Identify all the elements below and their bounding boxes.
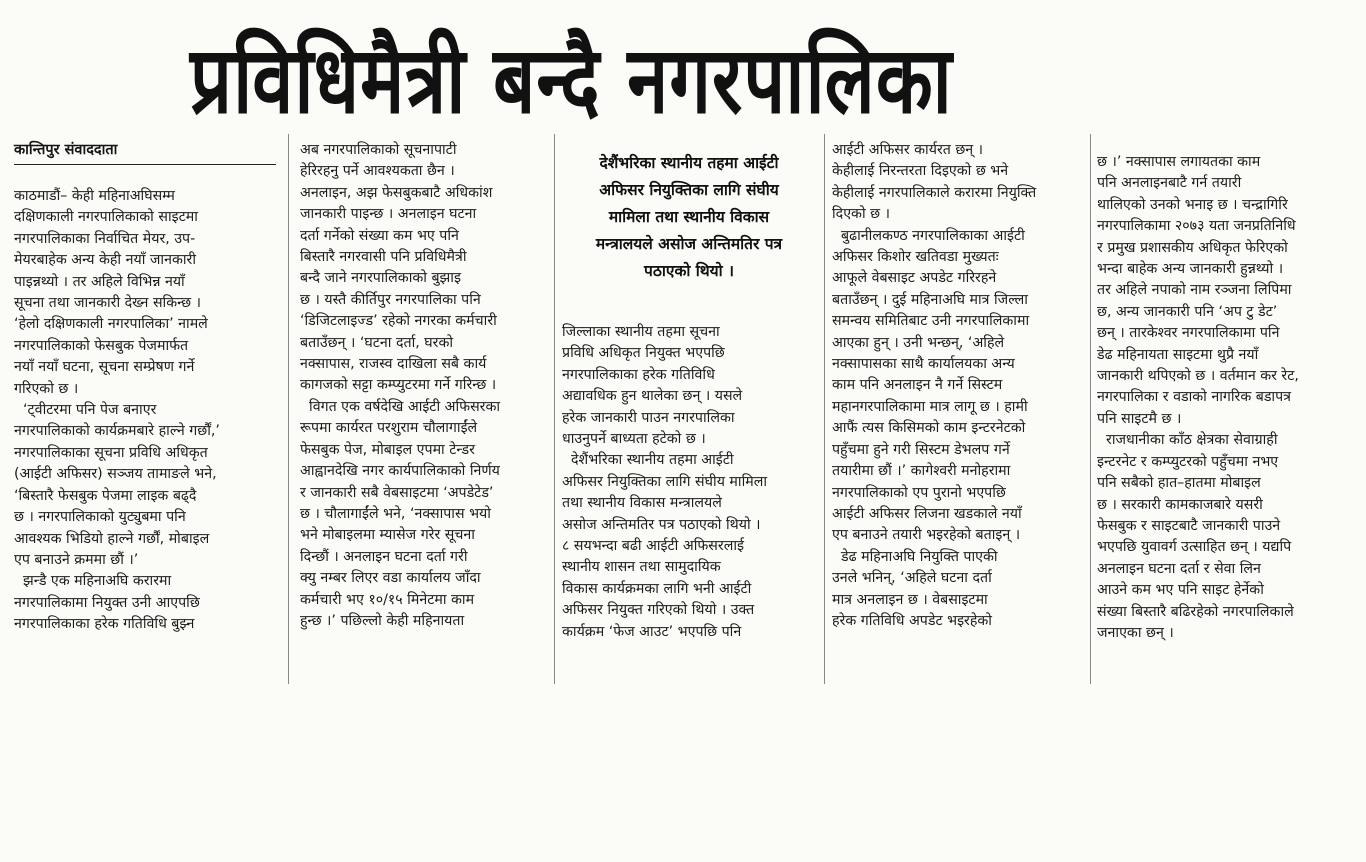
article-column-2: अब नगरपालिकाको सूचनापाटी हेरिरहनु पर्ने आवश्यकता छैन । अनलाइन, अझ फेसबुकबाटै अधिकांश जानकारी पाइन्छ । अनलाइन घटना दर्ता गर्नेको संख्या कम भए पनि बिस्तारै नगरवासी पनि प्रविधिमैत्री बन्दै जाने नगरपालिकाको बुझाइ छ । यस्तै कीर्तिपुर नगरपालिका पनि ‘डिजिटलाइज्ड’ रहेको नगरका कर्मचारी बताउँछन् । ‘घटना दर्ता, घरको नक्सापास, राजस्व दाखिला सबै कार्य कागजको सट्टा कम्प्युटरमा गर्ने गरिन्छ । विगत एक वर्षदेखि आईटी अफिसरका रूपमा कार्यरत परशुराम चौलागाईंले फेसबुक पेज, मोबाइल एपमा टेन्डर आह्वानदेखि नगर कार्यपालिकाको निर्णय र जानकारी सबै वेबसाइटमा ‘अपडेटेड’ छ । चौलागाईंले भने, ‘नक्सापास भयो भने मोबाइलमा म्यासेज गरेर सूचना दिन्छौं । अनलाइन घटना दर्ता गरी क्यु नम्बर लिएर वडा कार्यालय जाँदा कर्मचारी भए १०/१५ मिनेटमा काम हुन्छ ।’ पछिल्लो केही महिनायता	[300, 142, 501, 629]
pull-quote: देशैंभरिका स्थानीय तहमा आईटी अफिसर नियुक्तिका लागि संघीय मामिला तथा स्थानीय विकास मन्त्रालयले असोज अन्तिमतिर पत्र पठाएको थियो ।	[595, 154, 783, 280]
article-column-4: आईटी अफिसर कार्यरत छन् । केहीलाई निरन्तरता दिइएको छ भने केहीलाई नगरपालिकाले करारमा नियुक्ति दिएको छ । बुढानीलकण्ठ नगरपालिकाका आईटी अफिसर किशोर खतिवडा मुख्यतः आफूले वेबसाइट अपडेट गरिरहने बताउँछन् । दुई महिनाअघि मात्र जिल्ला समन्वय समितिबाट उनी नगरपालिकामा आएका हुन् । उनी भन्छन्, ‘अहिले नक्सापासका साथै कार्यालयका अन्य काम पनि अनलाइन नै गर्ने सिस्टम महानगरपालिकामा मात्र लागू छ । हामी आफैं त्यस किसिमको काम इन्टरनेटको पहुँचमा हुने गरी सिस्टम डेभलप गर्ने तयारीमा छौं ।’ कागेश्वरी मनोहरामा नगरपालिकाको एप पुरानो भएपछि आईटी अफिसर लिजना खडकाले नयाँ एप बनाउने तयारी भइरहेको बताइन् । डेढ महिनाअघि नियुक्ति पाएकी उनले भनिन्, ‘अहिले घटना दर्ता मात्र अनलाइन छ । वेबसाइटमा हरेक गतिविधि अपडेट भइरहेको	[832, 142, 1037, 629]
article-column-5: छ ।’ नक्सापास लगायतका काम पनि अनलाइनबाटै गर्न तयारी थालिएको उनको भनाइ छ । चन्द्रागिरि नगरपालिकामा २०७३ यता जनप्रतिनिधि र प्रमुख प्रशासकीय अधिकृत फेरिएको भन्दा बाहेक अन्य जानकारी हुन्नथ्यो । तर अहिले नपाको नाम रञ्जना लिपिमा छ, अन्य जानकारी पनि ‘अप टु डेट’ छन् । तारकेश्वर नगरपालिकामा पनि डेढ महिनायता साइटमा थुप्रै नयाँ जानकारी थपिएको छ । वर्तमान कर रेट, नगरपालिका र वडाको नागरिक बडापत्र पनि साइटमै छ । राजधानीका काँठ क्षेत्रका सेवाग्राही इन्टरनेट र कम्प्युटरको पहुँचमा नभए पनि सबैको हात–हातमा मोबाइल छ । सरकारी कामकाजबारे यसरी फेसबुक र साइटबाटै जानकारी पाउने भएपछि युवावर्ग उत्साहित छन् । यद्यपि अनलाइन घटना दर्ता र सेवा लिन आउने कम भए पनि साइट हेर्नेको संख्या बिस्तारै बढिरहेको नगरपालिकाले जनाएका छन् ।	[1097, 154, 1299, 641]
headline: प्रविधिमैत्री बन्दै नगरपालिका	[190, 26, 953, 135]
article-column-3: जिल्लाका स्थानीय तहमा सूचना प्रविधि अधिकृत नियुक्त भएपछि नगरपालिकाका हरेक गतिविधि अद्यावधिक हुन थालेका छन् । यसले हरेक जानकारी पाउन नगरपालिका धाउनुपर्ने बाध्यता हटेको छ । देशैंभरिका स्थानीय तहमा आईटी अफिसर नियुक्तिका लागि संघीय मामिला तथा स्थानीय विकास मन्त्रालयले असोज अन्तिमतिर पत्र पठाएको थियो । ८ सयभन्दा बढी आईटी अफिसरलाई स्थानीय शासन तथा सामुदायिक विकास कार्यक्रमका लागि भनी आईटी अफिसर नियुक्त गरिएको थियो । उक्त कार्यक्रम ‘फेज आउट’ भएपछि पनि	[562, 324, 768, 640]
byline: कान्तिपुर संवाददाता	[14, 139, 276, 165]
column-divider	[824, 134, 825, 684]
column-divider	[1090, 134, 1091, 684]
article-column-1: काठमाडौं– केही महिनाअघिसम्म दक्षिणकाली नगरपालिकाको साइटमा नगरपालिकाका निर्वाचित मेयर, उप- मेयरबाहेक अन्य केही नयाँ जानकारी पाइन्नथ्यो । तर अहिले विभिन्न नयाँ सूचना तथा जानकारी देख्न सकिन्छ । ‘हेलो दक्षिणकाली नगरपालिका’ नामले नगरपालिकाको फेसबुक पेजमार्फत नयाँ नयाँ घटना, सूचना सम्प्रेषण गर्ने गरिएको छ । ‘ट्वीटरमा पनि पेज बनाएर नगरपालिकाको कार्यक्रमबारे हाल्ने गर्छौं,’ नगरपालिकाका सूचना प्रविधि अधिकृत (आईटी अफिसर) सञ्जय तामाङले भने, ‘बिस्तारै फेसबुक पेजमा लाइक बढ्दै छ । नगरपालिकाको युट्युबमा पनि आवश्यक भिडियो हाल्ने गर्छौं, मोबाइल एप बनाउने क्रममा छौं ।’ झन्डै एक महिनाअघि करारमा नगरपालिकामा नियुक्त उनी आएपछि नगरपालिकाका हरेक गतिविधि बुझ्न	[14, 188, 220, 633]
column-divider	[288, 134, 289, 684]
